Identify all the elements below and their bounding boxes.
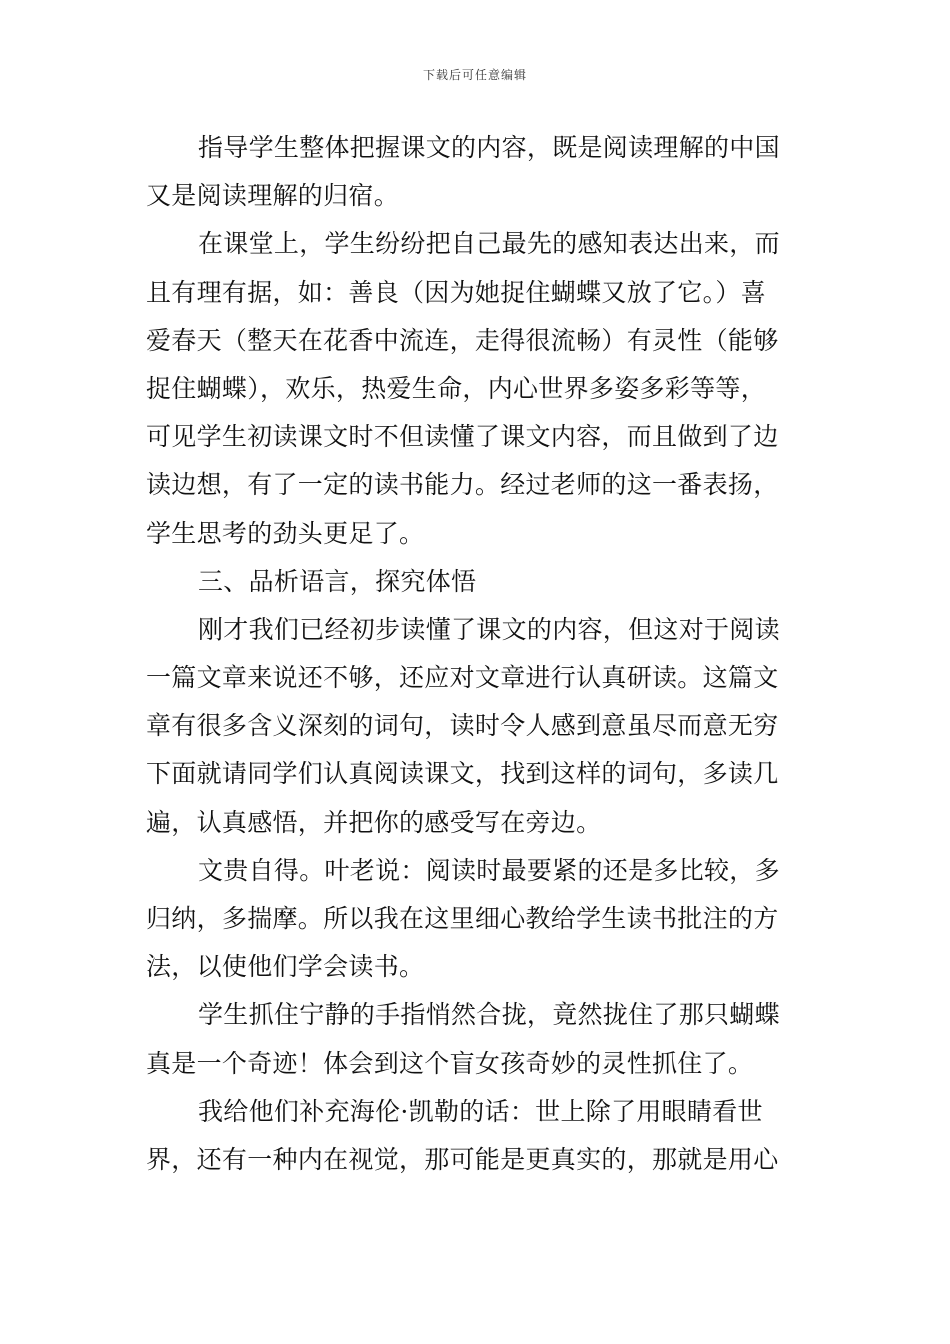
paragraph-line: 可见学生初读课文时不但读懂了课文内容，而且做到了边: [146, 422, 779, 452]
paragraph-line: 遍，认真感悟，并把你的感受写在旁边。: [146, 807, 602, 837]
paragraph-line: 指导学生整体把握课文的内容，既是阅读理解的中国: [198, 133, 780, 162]
paragraph-line: 归纳，多揣摩。所以我在这里细心教给学生读书批注的方: [146, 904, 779, 933]
section-heading: 三、品析语言，探究体悟: [198, 566, 477, 596]
paragraph-line: 且有理有据，如：善良（因为她捉住蝴蝶又放了它。）喜: [146, 277, 767, 307]
paragraph-line: 下面就请同学们认真阅读课文，找到这样的词句，多读几: [146, 759, 779, 789]
paragraph-line: 一篇文章来说还不够，还应对文章进行认真研读。这篇文: [146, 663, 779, 693]
paragraph-line: 又是阅读理解的归宿。: [146, 181, 400, 211]
paragraph-line: 界，还有一种内在视觉，那可能是更真实的，那就是用心: [146, 1144, 779, 1174]
paragraph-line: 爱春天（整天在花香中流连，走得很流畅）有灵性（能够: [146, 325, 779, 355]
paragraph-line: 我给他们补充海伦·凯勒的话：世上除了用眼睛看世: [198, 1096, 763, 1126]
paragraph-line: 章有很多含义深刻的词句，读时令人感到意虽尽而意无穷: [146, 711, 779, 741]
paragraph-line: 真是一个奇迹！体会到这个盲女孩奇妙的灵性抓住了。: [146, 1048, 754, 1078]
paragraph-line: 文贵自得。叶老说：阅读时最要紧的还是多比较，多: [198, 855, 780, 885]
paragraph-line: 学生思考的劲头更足了。: [146, 518, 425, 548]
paragraph-line: 在课堂上，学生纷纷把自己最先的感知表达出来，而: [198, 229, 780, 259]
header-note: 下载后可任意编辑: [422, 68, 527, 82]
paragraph-line: 学生抓住宁静的手指悄然合拢，竟然拢住了那只蝴蝶: [198, 1000, 780, 1030]
paragraph-line: 法，以使他们学会读书。: [146, 952, 425, 982]
paragraph-line: 刚才我们已经初步读懂了课文的内容，但这对于阅读: [198, 614, 780, 644]
paragraph-line: 捉住蝴蝶），欢乐，热爱生命，内心世界多姿多彩等等，: [146, 373, 767, 403]
body-text: [146, 124, 812, 1184]
paragraph-line: 读边想，有了一定的读书能力。经过老师的这一番表扬，: [146, 470, 779, 500]
